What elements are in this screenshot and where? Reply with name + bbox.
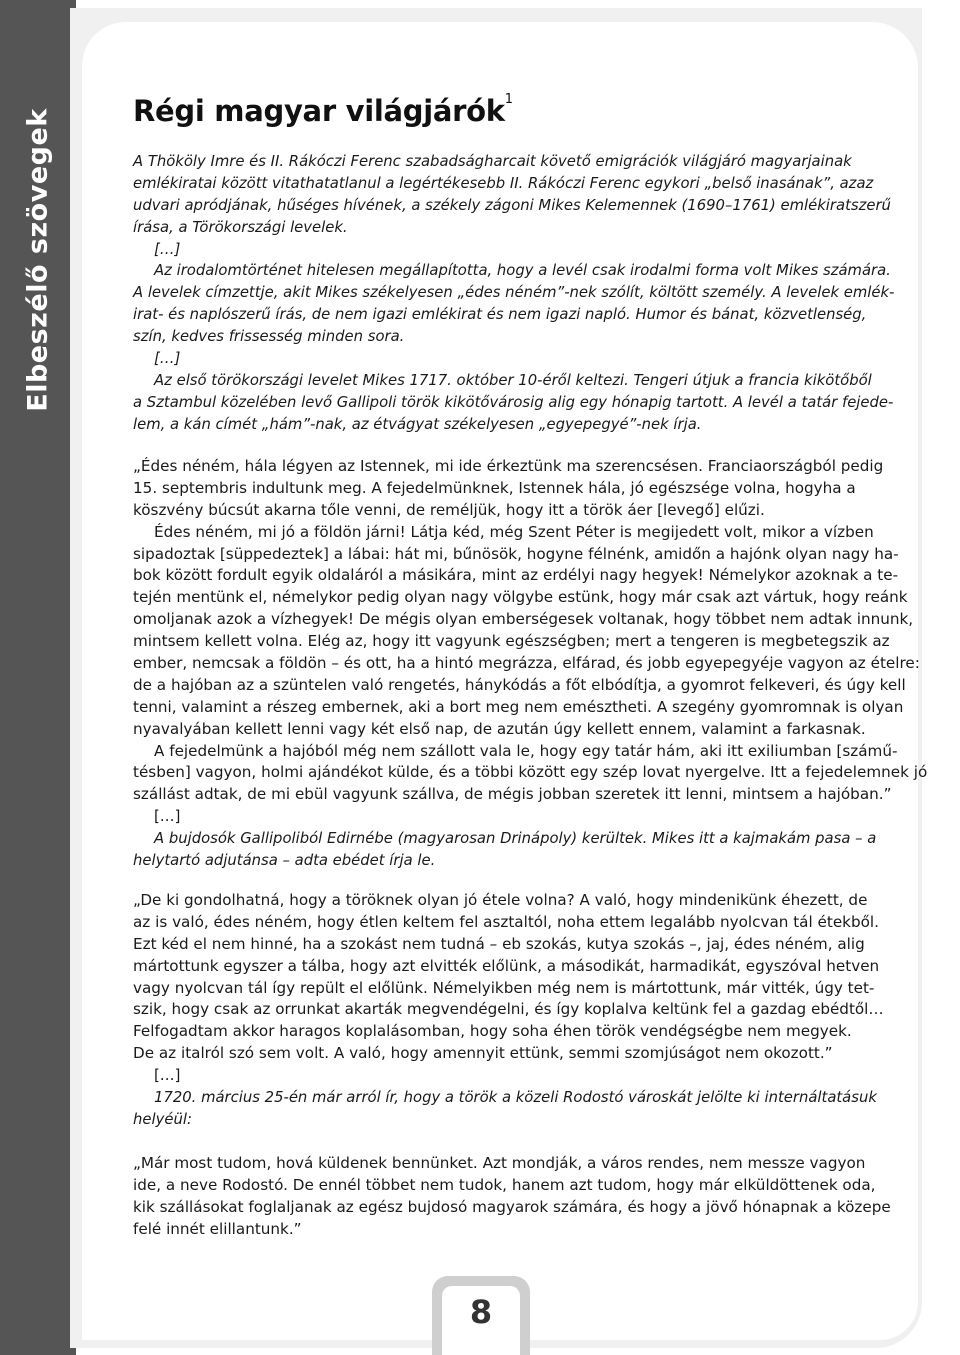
letter-line: ide, a neve Rodostó. De ennél többet nem tudok, hanem azt tudom, hogy már elküldöttenek oda, xyxy=(133,1175,876,1194)
intro-line: […] xyxy=(154,240,181,258)
letter-line: helyéül: xyxy=(133,1110,192,1128)
letter-line: felé innét elillantunk.” xyxy=(133,1219,302,1238)
letter-line: A bujdosók Gallipoliból Edirnébe (magyarosan Drinápoly) kerültek. Mikes itt a kajmakám pasa – a xyxy=(154,830,877,848)
intro-text xyxy=(133,151,893,436)
letter-line: nyavalyában kellett lenni vagy két első nap, de azután úgy kellett ennem, valamint a farkasnak. xyxy=(133,719,866,738)
intro-line: a Sztambul közelében levő Gallipoli török kikötővárosig alig egy hónapig tartott. A levél a tatár fejede- xyxy=(133,393,894,411)
letter-line: 1720. március 25-én már arról ír, hogy a török a közeli Rodostó városkát jelölte ki internáltatásuk xyxy=(154,1089,877,1107)
intro-line: […] xyxy=(154,350,181,368)
intro-line: Az első törökországi levelet Mikes 1717. október 10-éről keltezi. Tengeri útjuk a francia kikötőből xyxy=(154,371,872,389)
letter-line: „De ki gondolhatná, hogy a töröknek olyan jó étele volna? A való, hogy mindenikünk éhezett, de xyxy=(133,891,868,909)
letter-line: Felfogadtam akkor haragos koplalásomban, hogy soha éhen török vendégségbe nem megyek. xyxy=(133,1022,852,1041)
page-title xyxy=(133,94,513,128)
page-number: 8 xyxy=(469,1293,493,1331)
letter-line: szik, hogy csak az orrunkat akarták megvendégelni, és így koplalva keltünk fel a gazdag ebédtől… xyxy=(133,1000,884,1019)
intro-line: emlékiratai között vitathatatlanul a legértékesebb II. Rákóczi Ferenc egykori „belső inasának”, azaz xyxy=(133,174,874,192)
letter-line: mártottunk egyszer a tálba, hogy azt elvitték előlünk, a másodikát, harmadikát, egyszóval hetven xyxy=(133,956,880,975)
letter-two xyxy=(133,890,893,1131)
letter-one xyxy=(133,456,928,872)
letter-line: az is való, édes néném, hogy étlen keltem fel asztaltól, noha ettem legalább nyolcvan tál étekből. xyxy=(133,912,879,931)
letter-line: köszvény búcsút akarna tőle venni, de reméljük, hogy itt a török áer [levegő] elűzi. xyxy=(133,500,765,519)
title-footnote: 1 xyxy=(504,92,513,107)
intro-line: udvari apródjának, hűséges hívének, a székely zágoni Mikes Kelemennek (1690–1761) emlékiratszerű xyxy=(133,196,891,214)
letter-line: „Édes néném, hála légyen az Istennek, mi ide érkeztünk ma szerencsésen. Franciaországból pedig xyxy=(133,457,884,475)
intro-line: A Thököly Imre és II. Rákóczi Ferenc szabadságharcait követő emigrációk világjáró magyarjainak xyxy=(133,153,852,170)
letter-line: helytartó adjutánsa – adta ebédet írja le. xyxy=(133,852,436,870)
title-text: Régi magyar világjárók xyxy=(133,94,505,128)
letter-line: 15. septembris indultunk meg. A fejedelmünknek, Istennek hála, jó egészsége volna, hogyha a xyxy=(133,478,856,497)
letter-line: Ezt kéd el nem hinné, ha a szokást nem tudná – eb szokás, kutya szokás –, jaj, édes néném, alig xyxy=(133,934,865,953)
letter-line: de a hajóban az a szüntelen való rengetés, hánykódás a főt elbódítja, a gyomrot felkeveri, és úgy kell xyxy=(133,675,906,694)
letter-line: […] xyxy=(154,1067,181,1085)
intro-line: irat- és naplószerű írás, de nem igazi emlékirat és nem igazi napló. Humor és bánat, közvetlenség, xyxy=(133,306,867,324)
letter-line: ember, nemcsak a földön – és ott, ha a hintó megrázza, elfárad, és jobb egyepegyéje vagyon az ételre: xyxy=(133,654,920,673)
letter-line: bok között fordult egyik oldaláról a másikára, mint az erdélyi nagy hegyek! Némelykor azoknak a te- xyxy=(133,566,899,585)
letter-line: tésben] vagyon, holmi ajándékot külde, és a többi között egy szép lovat nyergelve. Itt a fejedelemnek jó xyxy=(133,763,928,782)
letter-line: A fejedelmünk a hajóból még nem szállott vala le, hogy egy tatár hám, aki itt exiliumban [számű- xyxy=(154,741,898,760)
letter-line: Édes néném, mi jó a földön járni! Látja kéd, még Szent Péter is megijedett volt, mikor a vízben xyxy=(154,522,874,541)
intro-line: szín, kedves frissesség minden sora. xyxy=(133,328,405,346)
letter-line: vagy nyolcvan tál így repült el előlünk. Némelyikben még nem is mártottunk, már vitték, úgy tet- xyxy=(133,978,875,997)
letter-line: tején mentünk el, némelykor pedig olyan nagy völgybe estünk, hogy már csak azt vártuk, hogy reánk xyxy=(133,588,908,607)
letter-line: omoljanak azok a vízhegyek! De mégis olyan emberségesek voltanak, hogy többet nem adtak innunk, xyxy=(133,610,914,629)
sidebar xyxy=(0,0,76,1355)
letter-line: De az italról szó sem volt. A való, hogy amennyit ettünk, semmi szomjúságot nem okozott.” xyxy=(133,1044,833,1063)
letter-line: „Már most tudom, hová küldenek bennünket. Azt mondják, a város rendes, nem messze vagyon xyxy=(133,1154,866,1172)
letter-line: mintsem kellett volna. Elég az, hogy itt vagyunk egészségben; mert a tengeren is megbetegszik az xyxy=(133,632,890,651)
letter-three xyxy=(133,1153,893,1241)
letter-line: kik szállásokat foglaljanak az egész bujdosó magyarok számára, és hogy a jövő hónapnak a közepe xyxy=(133,1197,891,1216)
letter-line: sipadoztak [süppedeztek] a lábai: hát mi, bűnösök, hogyne félnénk, amidőn a hajónk olyan nagy ha- xyxy=(133,544,899,563)
section-label: Elbeszélő szövegek xyxy=(22,108,54,412)
letter-line: tenni, valamint a részeg embernek, aki a bort meg nem emésztheti. A szegény gyomromnak is olyan xyxy=(133,697,904,716)
letter-line: […] xyxy=(154,808,181,826)
letter-line: szállást adtak, de mi ebül vagyunk szállva, de mégis jobban szeretek itt lenni, mintsem a hajóban.” xyxy=(133,785,892,804)
intro-line: lem, a kán címét „hám”-nak, az étvágyat székelyesen „egyepegyé”-nek írja. xyxy=(133,415,702,433)
intro-line: írása, a Törökországi levelek. xyxy=(133,218,348,236)
intro-line: Az irodalomtörténet hitelesen megállapította, hogy a levél csak irodalmi forma volt Mikes számára. xyxy=(154,262,891,280)
intro-line: A levelek címzettje, akit Mikes székelyesen „édes néném”-nek szólít, költött személy. A levelek emlék- xyxy=(133,284,895,302)
